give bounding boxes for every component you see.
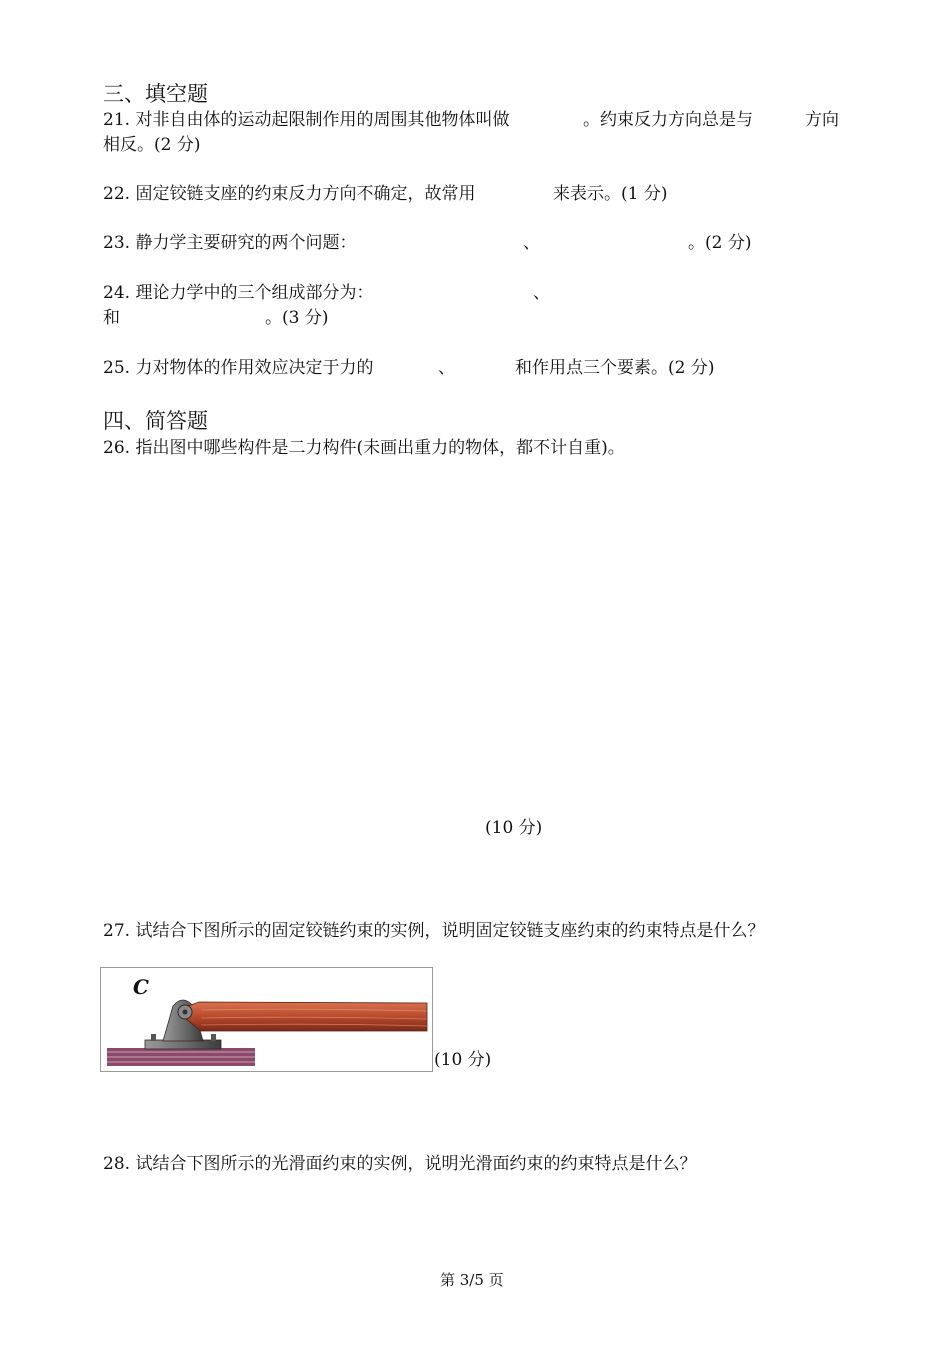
page-number: 第 3/5 页 [440, 1271, 504, 1289]
question-25-part-a: 25. 力对物体的作用效应决定于力的 [103, 358, 374, 378]
question-25-part-b: 、 [438, 358, 455, 378]
question-24-part-a: 24. 理论力学中的三个组成部分为： [103, 283, 374, 303]
question-21-part-c: 方向 [805, 110, 839, 130]
question-28: 28. 试结合下图所示的光滑面约束的实例，说明光滑面约束的约束特点是什么？ [103, 1154, 697, 1174]
section-heading-short-answer: 四、简答题 [103, 409, 208, 433]
section-heading-fill-in: 三、填空题 [103, 82, 208, 106]
question-24-part-c: 和 [103, 308, 120, 328]
question-23-part-c: 。(2 分) [688, 233, 752, 253]
question-24-part-b: 、 [533, 283, 550, 303]
figure-label-c: C [133, 975, 149, 999]
question-23-part-a: 23. 静力学主要研究的两个问题： [103, 233, 357, 253]
question-23-part-b: 、 [523, 233, 540, 253]
fixed-hinge-illustration [101, 968, 432, 1071]
bolt-right [211, 1034, 216, 1041]
question-27: 27. 试结合下图所示的固定铰链约束的实例，说明固定铰链支座约束的约束特点是什么？ [103, 921, 765, 941]
fixed-hinge-support-figure [100, 967, 433, 1072]
question-26-score: (10 分) [485, 818, 543, 838]
question-22-part-a: 22. 固定铰链支座的约束反力方向不确定，故常用 [103, 184, 476, 204]
question-21-part-d: 相反。(2 分) [103, 135, 201, 155]
beam [183, 1002, 427, 1031]
question-25-part-c: 和作用点三个要素。(2 分) [515, 358, 715, 378]
question-24-part-d: 。(3 分) [265, 308, 329, 328]
question-22-part-b: 来表示。(1 分) [553, 184, 668, 204]
question-26: 26. 指出图中哪些构件是二力构件(未画出重力的物体，都不计自重)。 [103, 438, 625, 458]
bolt-left [151, 1034, 156, 1041]
question-21-part-b: 。约束反力方向总是与 [583, 110, 753, 130]
question-21-part-a: 21. 对非自由体的运动起限制作用的周围其他物体叫做 [103, 110, 510, 130]
question-27-score: (10 分) [434, 1050, 492, 1070]
